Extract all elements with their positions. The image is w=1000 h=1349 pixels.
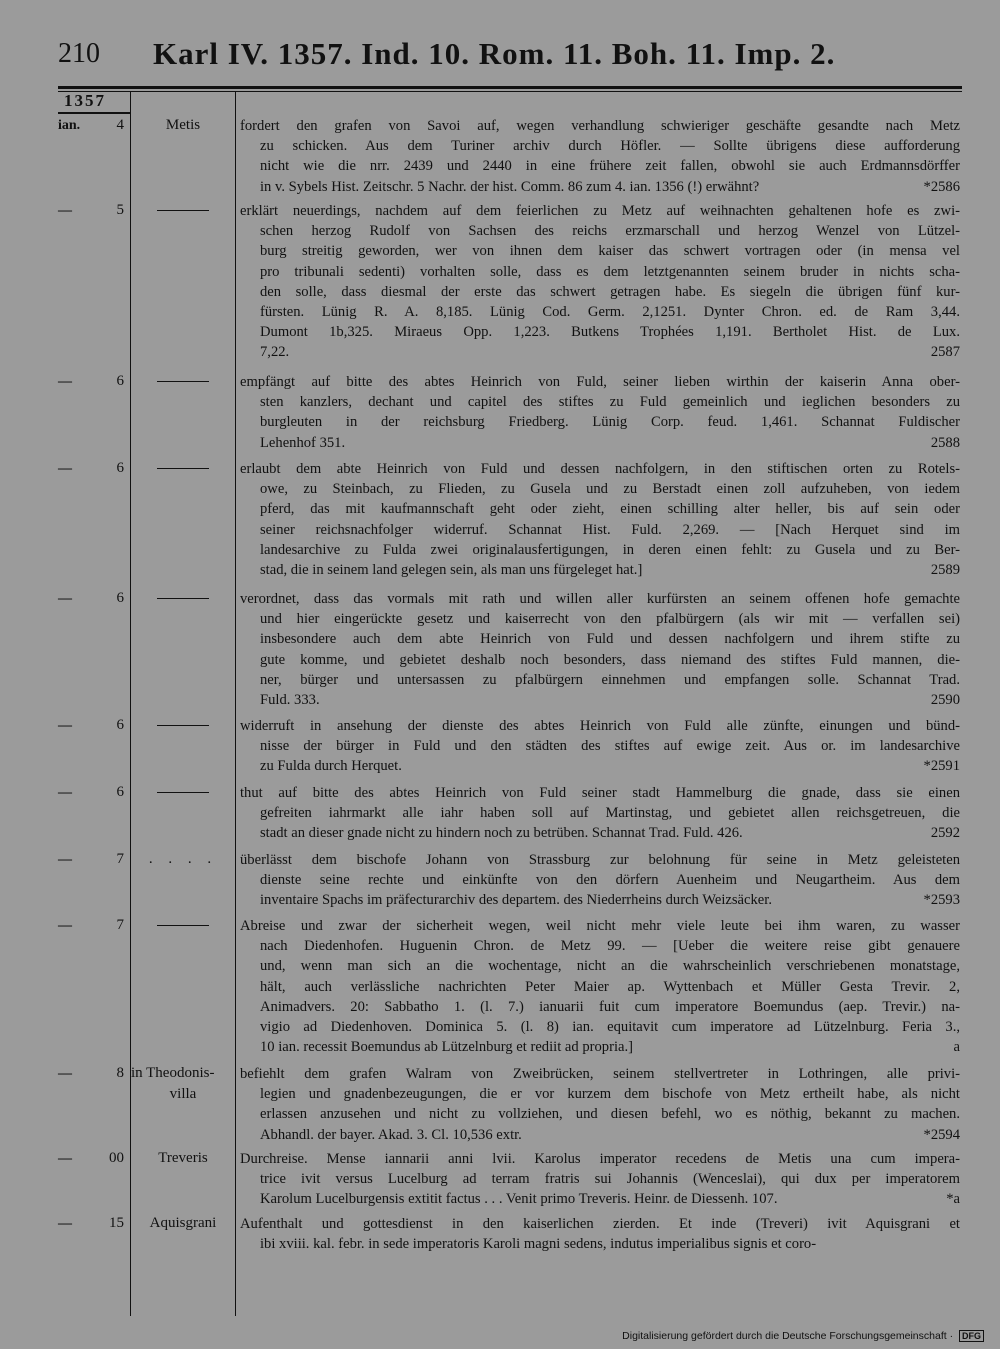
entry-day: 15 xyxy=(109,1215,124,1231)
entry-line: den solle, dass diesmal der erste das schwert getragen habe. Es siegeln die übrigen fünf kur- xyxy=(260,283,960,300)
entry-place: in Theodonis- villa xyxy=(131,1065,215,1102)
entry-line-text: stadt an dieser gnade nicht zu hindern noch zu betrüben. Schannat Trad. Fuld. 426. xyxy=(260,825,743,842)
entry-line: empfängt auf bitte des abtes Heinrich von Fuld, seiner lieben wirthin der kaiserin Anna ober- xyxy=(240,374,960,390)
entry-line xyxy=(240,756,960,776)
entry-line: insbesondere auch dem abte Heinrich von Fuld und dessen nachfolgern und ihrem stifte zu xyxy=(260,631,960,648)
entry-line: fordert den grafen von Savoi auf, wegen verhandlung schwieriger geschäfte gesandte nach Metz xyxy=(240,118,960,134)
entry-day: 8 xyxy=(116,1065,124,1081)
entry-date xyxy=(58,200,124,221)
entry-place xyxy=(131,588,235,599)
entry-number: *2593 xyxy=(923,892,960,909)
entry-line: Dumont 1b,325. Miraeus Opp. 1,223. Butkens Trophées 1,191. Bertholet Hist. de Lux. xyxy=(260,324,960,341)
entry-line: widerruft in ansehung der dienste des abtes Heinrich von Fuld alle zünfte, einungen und bünd- xyxy=(240,718,960,734)
header-rule xyxy=(58,86,962,89)
entry-date xyxy=(58,115,124,136)
entry-month: — xyxy=(58,1151,72,1166)
entry-place: . . . . xyxy=(148,851,218,867)
entry-day: 6 xyxy=(116,784,124,800)
entry-line: dienste seine rechte und einkünfte von den dörfern Auenheim und Neugartheim. Aus dem xyxy=(260,872,960,889)
entry-day: 6 xyxy=(116,373,124,389)
entry-line xyxy=(240,823,960,843)
entry-date xyxy=(58,849,124,870)
entry-number: *2586 xyxy=(923,178,960,195)
entry-line: Durchreise. Mense iannarii anni lvii. Karolus imperator recedens de Metis una cum impera- xyxy=(240,1151,960,1167)
entry-line xyxy=(240,433,960,453)
entry-place xyxy=(131,200,235,211)
entry-line-text: zu Fulda durch Herquet. xyxy=(260,758,402,775)
entry-place xyxy=(131,915,235,926)
entry-line-text: Fuld. 333. xyxy=(260,692,320,709)
entry-number: 2590 xyxy=(930,692,960,709)
entry-month: ian. xyxy=(58,118,81,133)
entry-text xyxy=(240,850,960,911)
page-number: 210 xyxy=(58,38,100,69)
entry-date xyxy=(58,458,124,479)
entry-line xyxy=(240,177,960,197)
entry-line: seiner reichsnachfolger widerruf. Schannat Hist. Fuld. 2,269. — [Nach Herquet sind im xyxy=(260,521,960,538)
entry-number: 2587 xyxy=(930,344,960,361)
entry-line: erlassen anzusehen und nicht zu vollziehen, und diesen befehl, wo es nöthig, bekannt zu machen. xyxy=(260,1106,960,1123)
entry-line: thut auf bitte des abtes Heinrich von Fuld seiner stadt Hammelburg die gnade, dass sie einen xyxy=(240,785,960,801)
entry-day: 7 xyxy=(116,851,124,867)
entry-date xyxy=(58,1148,124,1169)
entry-date xyxy=(58,1063,124,1084)
entry-day: 6 xyxy=(116,717,124,733)
entry-line: sten kanzlers, dechant und capitel des stiftes zu Fuld gemeinlich und ieglichen besonders zu xyxy=(260,394,960,411)
entry-place xyxy=(131,458,235,469)
entry-line xyxy=(240,690,960,710)
entry-text xyxy=(240,916,960,1057)
entry-day: 4 xyxy=(116,117,124,133)
entry-day: 00 xyxy=(109,1150,124,1166)
entry-month: — xyxy=(58,918,72,933)
entry-line-text: Abhandl. der bayer. Akad. 3. Cl. 10,536 extr. xyxy=(260,1126,522,1143)
page-header xyxy=(58,38,958,78)
footer-text: Digitalisierung gefördert durch die Deutsche Forschungsgemeinschaft · xyxy=(622,1330,954,1342)
entry-line xyxy=(240,560,960,580)
entry-number: 2592 xyxy=(930,825,960,842)
entry-line: Animadvers. 20: Sabbatho 1. (l. 7.) ianuarii fuit cum imperatore Boemundus (aep. Trevir.) na- xyxy=(260,998,960,1015)
entry-line: erlaubt dem abte Heinrich von Fuld und dessen nachfolgern, in den stiftischen orten zu Rotels- xyxy=(240,461,960,477)
entry-date xyxy=(58,715,124,736)
entry-text xyxy=(240,1149,960,1210)
entry-text xyxy=(240,459,960,580)
entry-month: — xyxy=(58,1216,72,1231)
entry-line xyxy=(240,1189,960,1209)
column-divider-date xyxy=(130,91,131,1316)
entry-line: nach Diedenhofen. Huguenin Chron. de Metz 99. — [Ueber die weitere reise gibt genauere xyxy=(260,938,960,955)
entry-line: Abreise und zwar der sicherheit wegen, weil nicht mehr viele leute bei ihm waren, zu wasser xyxy=(240,918,960,934)
entry-month: — xyxy=(58,718,72,733)
entry-line: hält, auch verlässliche nachrichten Peter Maier ap. Wyttenbach et Müller Gesta Trevir. 2, xyxy=(260,978,960,995)
entry-line: gute komme, und gebietet deshalb noch besonders, dass niemand des stiftes Fuld mannen, die- xyxy=(260,651,960,668)
entry-line: landesarchive zu Fulda zwei originalausfertigungen, in deren einen fehlt: zu Gusela und zu Ber- xyxy=(260,541,960,558)
entry-place xyxy=(131,782,235,793)
entry-line: trice ivit versus Lucelburg ad terram fratris sui Johannis (Wenceslai), qui dux per imperatorem xyxy=(260,1171,960,1188)
entry-number: *a xyxy=(946,1191,960,1208)
entry-line: burgleuten in der reichsburg Friedberg. Lünig Corp. feud. 1,461. Schannat Fuldischer xyxy=(260,414,960,431)
entry-number: *2594 xyxy=(923,1126,960,1143)
entry-number: *2591 xyxy=(923,758,960,775)
header-rule-thin xyxy=(58,91,962,92)
entry-line: schen herzog Rudolf von Sachsen des reichs erzmarschall und herzog Wenzel von Lützel- xyxy=(260,223,960,240)
entry-line: nicht wie die nrr. 2439 und 2440 in eine frühere zeit fallen, obwohl sie auch Erdmannsdörffer xyxy=(260,158,960,175)
entry-line: owe, zu Steinbach, zu Flieden, zu Gusela und zu Berstadt einen zoll aufzuheben, von iedem xyxy=(260,481,960,498)
entry-place: Aquisgrani xyxy=(149,1215,217,1231)
entry-day: 6 xyxy=(116,460,124,476)
entry-line-text: stad, die in seinem land gelegen sein, als man uns fürgeleget hat.] xyxy=(260,562,643,579)
entry-line: ner, bürger und untersassen zu pfalbürgern einnehmen und empfangen solle. Schannat Trad. xyxy=(260,671,960,688)
entry-line: Aufenthalt und gottesdienst in den kaiserlichen zierden. Et inde (Treveri) ivit Aquisgrani et xyxy=(240,1216,960,1232)
entry-month: — xyxy=(58,785,72,800)
entry-line xyxy=(240,890,960,910)
entry-date xyxy=(58,588,124,609)
entry-month: — xyxy=(58,1066,72,1081)
year-heading: 1357 xyxy=(64,91,106,110)
footer-credit xyxy=(622,1330,984,1342)
year-rule xyxy=(58,112,130,114)
entry-line xyxy=(240,1037,960,1057)
entry-number: a xyxy=(953,1039,960,1056)
entry-text xyxy=(240,783,960,844)
entry-date xyxy=(58,915,124,936)
entry-text xyxy=(240,201,960,363)
entry-day: 7 xyxy=(116,917,124,933)
entry-text xyxy=(240,1064,960,1145)
entry-line-text: 7,22. xyxy=(260,344,290,361)
entry-line-text: 10 ian. recessit Boemundus ab Lützelnburg et rediit ad propria.] xyxy=(260,1039,633,1056)
entry-line xyxy=(240,1234,960,1254)
entry-line: erklärt neuerdings, nachdem auf dem feierlichen zu Metz auf weihnachten gehaltenen hofe es zwi- xyxy=(240,203,960,219)
entry-place xyxy=(131,715,235,726)
entry-line: legien und gnadenbezeugungen, die er vor kurzem dem bischofe von Metz ertheilt habe, als nicht xyxy=(260,1086,960,1103)
entry-line: befiehlt dem grafen Walram von Zweibrücken, seinem stellvertreter in Lothringen, alle privi- xyxy=(240,1066,960,1082)
entry-line-text: Karolum Lucelburgensis extitit factus . . . Venit primo Treveris. Heinr. de Diessenh. 107. xyxy=(260,1191,778,1208)
entry-month: — xyxy=(58,374,72,389)
entry-place: Metis xyxy=(165,117,201,133)
entry-text xyxy=(240,1214,960,1254)
entry-text xyxy=(240,716,960,777)
entry-text xyxy=(240,116,960,197)
entry-date xyxy=(58,371,124,392)
entry-line: fürsten. Lünig R. A. 8,185. Lünig Cod. Germ. 2,1251. Dynter Chron. ed. de Ram 3,44. xyxy=(260,304,960,321)
entry-place xyxy=(131,371,235,382)
entry-line-text: inventaire Spachs im präfecturarchiv des departem. des Niederrheins durch Weizsäcker. xyxy=(260,892,772,909)
entry-line-text: ibi xviii. kal. febr. in sede imperatoris Karoli magni sedens, indutus imperialibus signis et coro- xyxy=(260,1236,817,1253)
entry-line: überlässt dem bischofe Johann von Strassburg zur belohnung für seine in Metz geleisteten xyxy=(240,852,960,868)
entry-line xyxy=(240,1125,960,1145)
entry-number: 2588 xyxy=(930,434,960,451)
entry-line: verordnet, dass das vormals mit rath und willen aller kurfürsten an seinem offenen hofe gemachte xyxy=(240,591,960,607)
entry-month: — xyxy=(58,203,72,218)
entry-line: nisse der bürger in Fuld und den städten des stiftes auf ewige zeit. Aus or. im landesarchive xyxy=(260,738,960,755)
entry-line: gefreiten iahrmarkt alle iahr haben soll auf Martinstag, und gebietet allen reichsgetreuen, die xyxy=(260,805,960,822)
entry-line: pferd, das mit kaufmannschaft geht oder zieht, einen schilling alter heller, bis auf sein oder xyxy=(260,501,960,518)
entry-line-text: in v. Sybels Hist. Zeitschr. 5 Nachr. der hist. Comm. 86 zum 4. ian. 1356 (!) erwähnt? xyxy=(260,178,760,195)
entry-line: und hier eingerückte gesetz und kaiserrecht von den pfalbürgern (als wir mit — verfallen sei) xyxy=(260,611,960,628)
entry-line: pro tribunali sedenti) vorhalten solle, dass es dem letztgenannten seinem bruder in nichts scha- xyxy=(260,263,960,280)
entry-line: burg streitig geworden, wer von ihnen dem kaiser das schwert vortragen oder (in mensa vel xyxy=(260,243,960,260)
entry-line-text: Lehenhof 351. xyxy=(260,434,346,451)
entry-day: 5 xyxy=(116,202,124,218)
entry-date xyxy=(58,782,124,803)
entry-number: 2589 xyxy=(930,562,960,579)
dfg-logo: DFG xyxy=(959,1330,984,1342)
column-divider-place xyxy=(235,91,236,1316)
entry-line: vigio ad Diedenhoven. Dominica 5. (l. 8) ian. equitavit cum imperatore ad Lützelnburg. Feria 3., xyxy=(260,1019,960,1036)
running-title: Karl IV. 1357. Ind. 10. Rom. 11. Boh. 11. Imp. 2. xyxy=(153,36,836,71)
entry-line: und, wenn man sich an die wochentage, nicht an die wahrscheinlich verschriebenen monatstage, xyxy=(260,958,960,975)
entry-line: zu schicken. Aus dem Turiner archiv durch Höfler. — Sollte übrigens diese aufforderung xyxy=(260,138,960,155)
entry-day: 6 xyxy=(116,590,124,606)
entry-date xyxy=(58,1213,124,1234)
entry-text xyxy=(240,589,960,710)
entry-text xyxy=(240,372,960,453)
entry-month: — xyxy=(58,461,72,476)
entry-line xyxy=(240,342,960,362)
entry-month: — xyxy=(58,852,72,867)
entry-place: Treveris xyxy=(158,1150,208,1166)
entry-month: — xyxy=(58,591,72,606)
